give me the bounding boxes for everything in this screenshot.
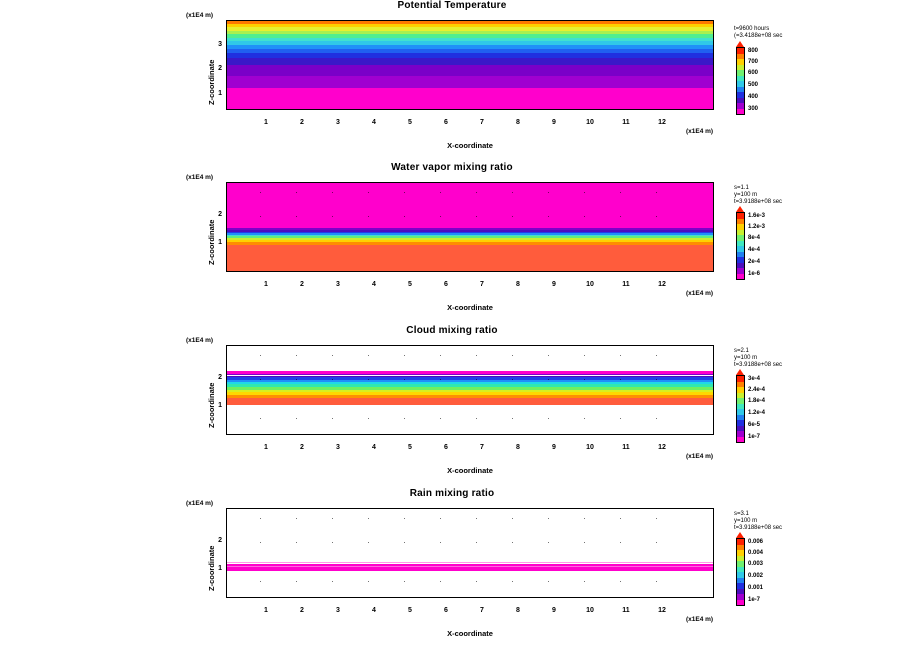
- colorbar-segment: [737, 230, 744, 235]
- colorbar-tick-label: 0.001: [748, 585, 764, 591]
- annotation-time-hours: t=9600 hours: [734, 26, 770, 32]
- x-tick-label: 9: [552, 119, 556, 126]
- x-tick-label: 11: [622, 281, 630, 288]
- colorbar-segment: [737, 246, 744, 251]
- x-tick-label: 6: [444, 444, 448, 451]
- x-tick-label: 12: [658, 444, 666, 451]
- colorbar-segment: [737, 393, 744, 398]
- colorbar-segment: [737, 545, 744, 550]
- x-unit-label: (x1E4 m): [686, 128, 714, 135]
- x-tick-label: 11: [622, 119, 630, 126]
- panel-cloud-mixing-ratio: [0, 325, 904, 485]
- x-tick-label: 3: [336, 119, 340, 126]
- colorbar-tick-label: 800: [748, 48, 759, 54]
- colorbar-segment: [737, 550, 744, 555]
- x-tick-label: 9: [552, 607, 556, 614]
- colorbar-tick-label: 1e-6: [748, 271, 761, 277]
- colorbar-segment: [737, 431, 744, 436]
- annotation-y: y=100 m: [734, 192, 758, 198]
- annotation-time-sec: t=3.9188e+08 sec: [734, 362, 783, 368]
- colorbar-segment: [737, 224, 744, 229]
- panel-water-vapor-mixing-ratio: [0, 162, 904, 322]
- y-tick-label: 2: [218, 65, 222, 72]
- colorbar-tick-label: 2.4e-4: [748, 387, 766, 393]
- colorbar-tick-label: 2e-4: [748, 259, 761, 265]
- y-tick-label: 1: [218, 239, 222, 246]
- grid-dots: [227, 183, 713, 271]
- colorbar: [736, 538, 745, 606]
- x-tick-label: 8: [516, 119, 520, 126]
- colorbar-segment: [737, 92, 744, 97]
- contour-band: [227, 38, 713, 42]
- x-tick-label: 6: [444, 281, 448, 288]
- y-tick-label: 1: [218, 565, 222, 572]
- colorbar-segment: [737, 87, 744, 92]
- contour-band: [227, 27, 713, 31]
- x-axis-label: X-coordinate: [447, 466, 493, 475]
- colorbar-tick-label: 1.8e-4: [748, 398, 766, 404]
- colorbar-segment: [737, 578, 744, 583]
- contour-band: [227, 21, 713, 24]
- colorbar-segment: [737, 213, 744, 219]
- contour-band: [227, 41, 713, 45]
- grid-dots: [227, 346, 713, 434]
- colorbar-top-arrow-icon: [736, 532, 744, 538]
- colorbar-segment: [737, 398, 744, 403]
- colorbar-tick-label: 1.2e-3: [748, 224, 766, 230]
- x-tick-label: 3: [336, 607, 340, 614]
- y-axis-label: Z-coordinate: [207, 382, 216, 428]
- colorbar-segment: [737, 567, 744, 572]
- x-tick-label: 2: [300, 119, 304, 126]
- colorbar-segment: [737, 241, 744, 246]
- panel-title: Potential Temperature: [397, 0, 507, 11]
- colorbar-segment: [737, 109, 744, 114]
- colorbar-segment: [737, 404, 744, 409]
- contour-band: [227, 65, 713, 77]
- y-tick-label: 2: [218, 211, 222, 218]
- x-tick-label: 7: [480, 281, 484, 288]
- annotation-y: y=100 m: [734, 355, 758, 361]
- x-tick-label: 11: [622, 607, 630, 614]
- panel-title: Cloud mixing ratio: [406, 325, 498, 336]
- colorbar-tick-label: 0.006: [748, 539, 764, 545]
- colorbar-segment: [737, 252, 744, 257]
- colorbar-segment: [737, 65, 744, 70]
- x-tick-label: 9: [552, 444, 556, 451]
- colorbar-top-arrow-icon: [736, 41, 744, 47]
- contour-band: [227, 24, 713, 27]
- contour-band: [227, 45, 713, 49]
- colorbar-segment: [737, 274, 744, 279]
- contour-band: [227, 88, 713, 109]
- x-tick-label: 12: [658, 119, 666, 126]
- x-tick-label: 1: [264, 607, 268, 614]
- x-tick-label: 8: [516, 281, 520, 288]
- colorbar-tick-label: 600: [748, 70, 759, 76]
- y-unit-label: (x1E4 m): [186, 174, 214, 181]
- colorbar-tick-label: 1.6e-3: [748, 213, 766, 219]
- plot-area: [226, 345, 714, 435]
- colorbar-segment: [737, 409, 744, 414]
- colorbar-tick-label: 1e-7: [748, 597, 761, 603]
- contour-band: [227, 49, 713, 53]
- colorbar-tick-label: 0.003: [748, 561, 764, 567]
- y-unit-label: (x1E4 m): [186, 337, 214, 344]
- x-tick-label: 10: [586, 119, 594, 126]
- grid-dots: [227, 509, 713, 597]
- colorbar-segment: [737, 59, 744, 64]
- plot-area: [226, 20, 714, 110]
- colorbar-segment: [737, 572, 744, 577]
- colorbar-tick-label: 1.2e-4: [748, 410, 766, 416]
- colorbar-segment: [737, 589, 744, 594]
- y-axis-label: Z-coordinate: [207, 59, 216, 105]
- colorbar-segment: [737, 235, 744, 240]
- colorbar-segment: [737, 48, 744, 54]
- x-tick-label: 4: [372, 281, 376, 288]
- colorbar-segment: [737, 415, 744, 420]
- colorbar-segment: [737, 420, 744, 425]
- panel-rain-mixing-ratio: [0, 488, 904, 648]
- contour-band: [227, 34, 713, 38]
- x-tick-label: 3: [336, 444, 340, 451]
- y-tick-label: 2: [218, 374, 222, 381]
- colorbar-tick-label: 500: [748, 82, 759, 88]
- x-tick-label: 8: [516, 444, 520, 451]
- annotation-s: s=3.1: [734, 511, 749, 517]
- x-tick-label: 2: [300, 444, 304, 451]
- x-tick-label: 7: [480, 444, 484, 451]
- colorbar-tick-label: 4e-4: [748, 247, 761, 253]
- colorbar-segment: [737, 556, 744, 561]
- x-tick-label: 2: [300, 281, 304, 288]
- x-tick-label: 1: [264, 281, 268, 288]
- colorbar: [736, 375, 745, 443]
- colorbar-segment: [737, 387, 744, 392]
- x-tick-label: 7: [480, 119, 484, 126]
- colorbar-segment: [737, 257, 744, 262]
- colorbar-segment: [737, 583, 744, 588]
- x-tick-label: 4: [372, 607, 376, 614]
- colorbar-segment: [737, 103, 744, 108]
- x-tick-label: 6: [444, 607, 448, 614]
- colorbar-segment: [737, 437, 744, 442]
- annotation-time-sec: (=3.4188e+08 sec: [734, 33, 783, 39]
- x-tick-label: 1: [264, 119, 268, 126]
- x-tick-label: 12: [658, 607, 666, 614]
- x-tick-label: 3: [336, 281, 340, 288]
- y-tick-label: 1: [218, 90, 222, 97]
- x-tick-label: 4: [372, 119, 376, 126]
- colorbar-tick-label: 3e-4: [748, 376, 761, 382]
- annotation-y: y=100 m: [734, 518, 758, 524]
- x-unit-label: (x1E4 m): [686, 290, 714, 297]
- contour-band: [227, 58, 713, 65]
- y-tick-label: 2: [218, 537, 222, 544]
- x-unit-label: (x1E4 m): [686, 453, 714, 460]
- y-unit-label: (x1E4 m): [186, 500, 214, 507]
- colorbar-segment: [737, 539, 744, 545]
- x-tick-label: 5: [408, 281, 412, 288]
- colorbar-segment: [737, 98, 744, 103]
- x-tick-label: 5: [408, 444, 412, 451]
- x-tick-label: 10: [586, 607, 594, 614]
- contour-band: [227, 31, 713, 35]
- colorbar-segment: [737, 561, 744, 566]
- colorbar-tick-label: 8e-4: [748, 235, 761, 241]
- colorbar-top-arrow-icon: [736, 206, 744, 212]
- panel-title: Water vapor mixing ratio: [391, 162, 513, 173]
- colorbar-segment: [737, 268, 744, 273]
- y-axis-label: Z-coordinate: [207, 219, 216, 265]
- y-tick-label: 1: [218, 402, 222, 409]
- x-axis-label: X-coordinate: [447, 629, 493, 638]
- x-axis-label: X-coordinate: [447, 141, 493, 150]
- x-tick-label: 8: [516, 607, 520, 614]
- panel-potential-temperature: [0, 0, 904, 160]
- x-unit-label: (x1E4 m): [686, 616, 714, 623]
- annotation-time-sec: t=3.9188e+08 sec: [734, 199, 783, 205]
- y-tick-label: 3: [218, 41, 222, 48]
- panel-title: Rain mixing ratio: [409, 488, 495, 499]
- colorbar-segment: [737, 219, 744, 224]
- x-tick-label: 12: [658, 281, 666, 288]
- x-tick-label: 5: [408, 607, 412, 614]
- colorbar-top-arrow-icon: [736, 369, 744, 375]
- colorbar-segment: [737, 54, 744, 59]
- x-tick-label: 7: [480, 607, 484, 614]
- x-tick-label: 10: [586, 281, 594, 288]
- colorbar-segment: [737, 600, 744, 605]
- x-tick-label: 6: [444, 119, 448, 126]
- colorbar-segment: [737, 594, 744, 599]
- x-tick-label: 5: [408, 119, 412, 126]
- x-axis-label: X-coordinate: [447, 303, 493, 312]
- colorbar-segment: [737, 76, 744, 81]
- plot-area: [226, 182, 714, 272]
- contour-fill: [227, 21, 713, 109]
- colorbar-tick-label: 300: [748, 106, 759, 112]
- colorbar-segment: [737, 81, 744, 86]
- colorbar-segment: [737, 70, 744, 75]
- annotation-s: s=2.1: [734, 348, 749, 354]
- colorbar-tick-label: 0.004: [748, 550, 764, 556]
- colorbar-tick-label: 400: [748, 94, 759, 100]
- x-tick-label: 4: [372, 444, 376, 451]
- x-tick-label: 10: [586, 444, 594, 451]
- x-tick-label: 2: [300, 607, 304, 614]
- x-tick-label: 1: [264, 444, 268, 451]
- colorbar-tick-label: 700: [748, 59, 759, 65]
- contour-band: [227, 76, 713, 88]
- colorbar-tick-label: 0.002: [748, 573, 764, 579]
- colorbar: [736, 212, 745, 280]
- colorbar-segment: [737, 376, 744, 382]
- colorbar-segment: [737, 263, 744, 268]
- colorbar-segment: [737, 426, 744, 431]
- colorbar-tick-label: 1e-7: [748, 434, 761, 440]
- colorbar-segment: [737, 382, 744, 387]
- colorbar: [736, 47, 745, 115]
- colorbar-tick-label: 6e-5: [748, 422, 761, 428]
- x-tick-label: 9: [552, 281, 556, 288]
- y-axis-label: Z-coordinate: [207, 545, 216, 591]
- y-unit-label: (x1E4 m): [186, 12, 214, 19]
- x-tick-label: 11: [622, 444, 630, 451]
- annotation-s: s=1.1: [734, 185, 749, 191]
- contour-band: [227, 53, 713, 58]
- plot-area: [226, 508, 714, 598]
- annotation-time-sec: t=3.9188e+08 sec: [734, 525, 783, 531]
